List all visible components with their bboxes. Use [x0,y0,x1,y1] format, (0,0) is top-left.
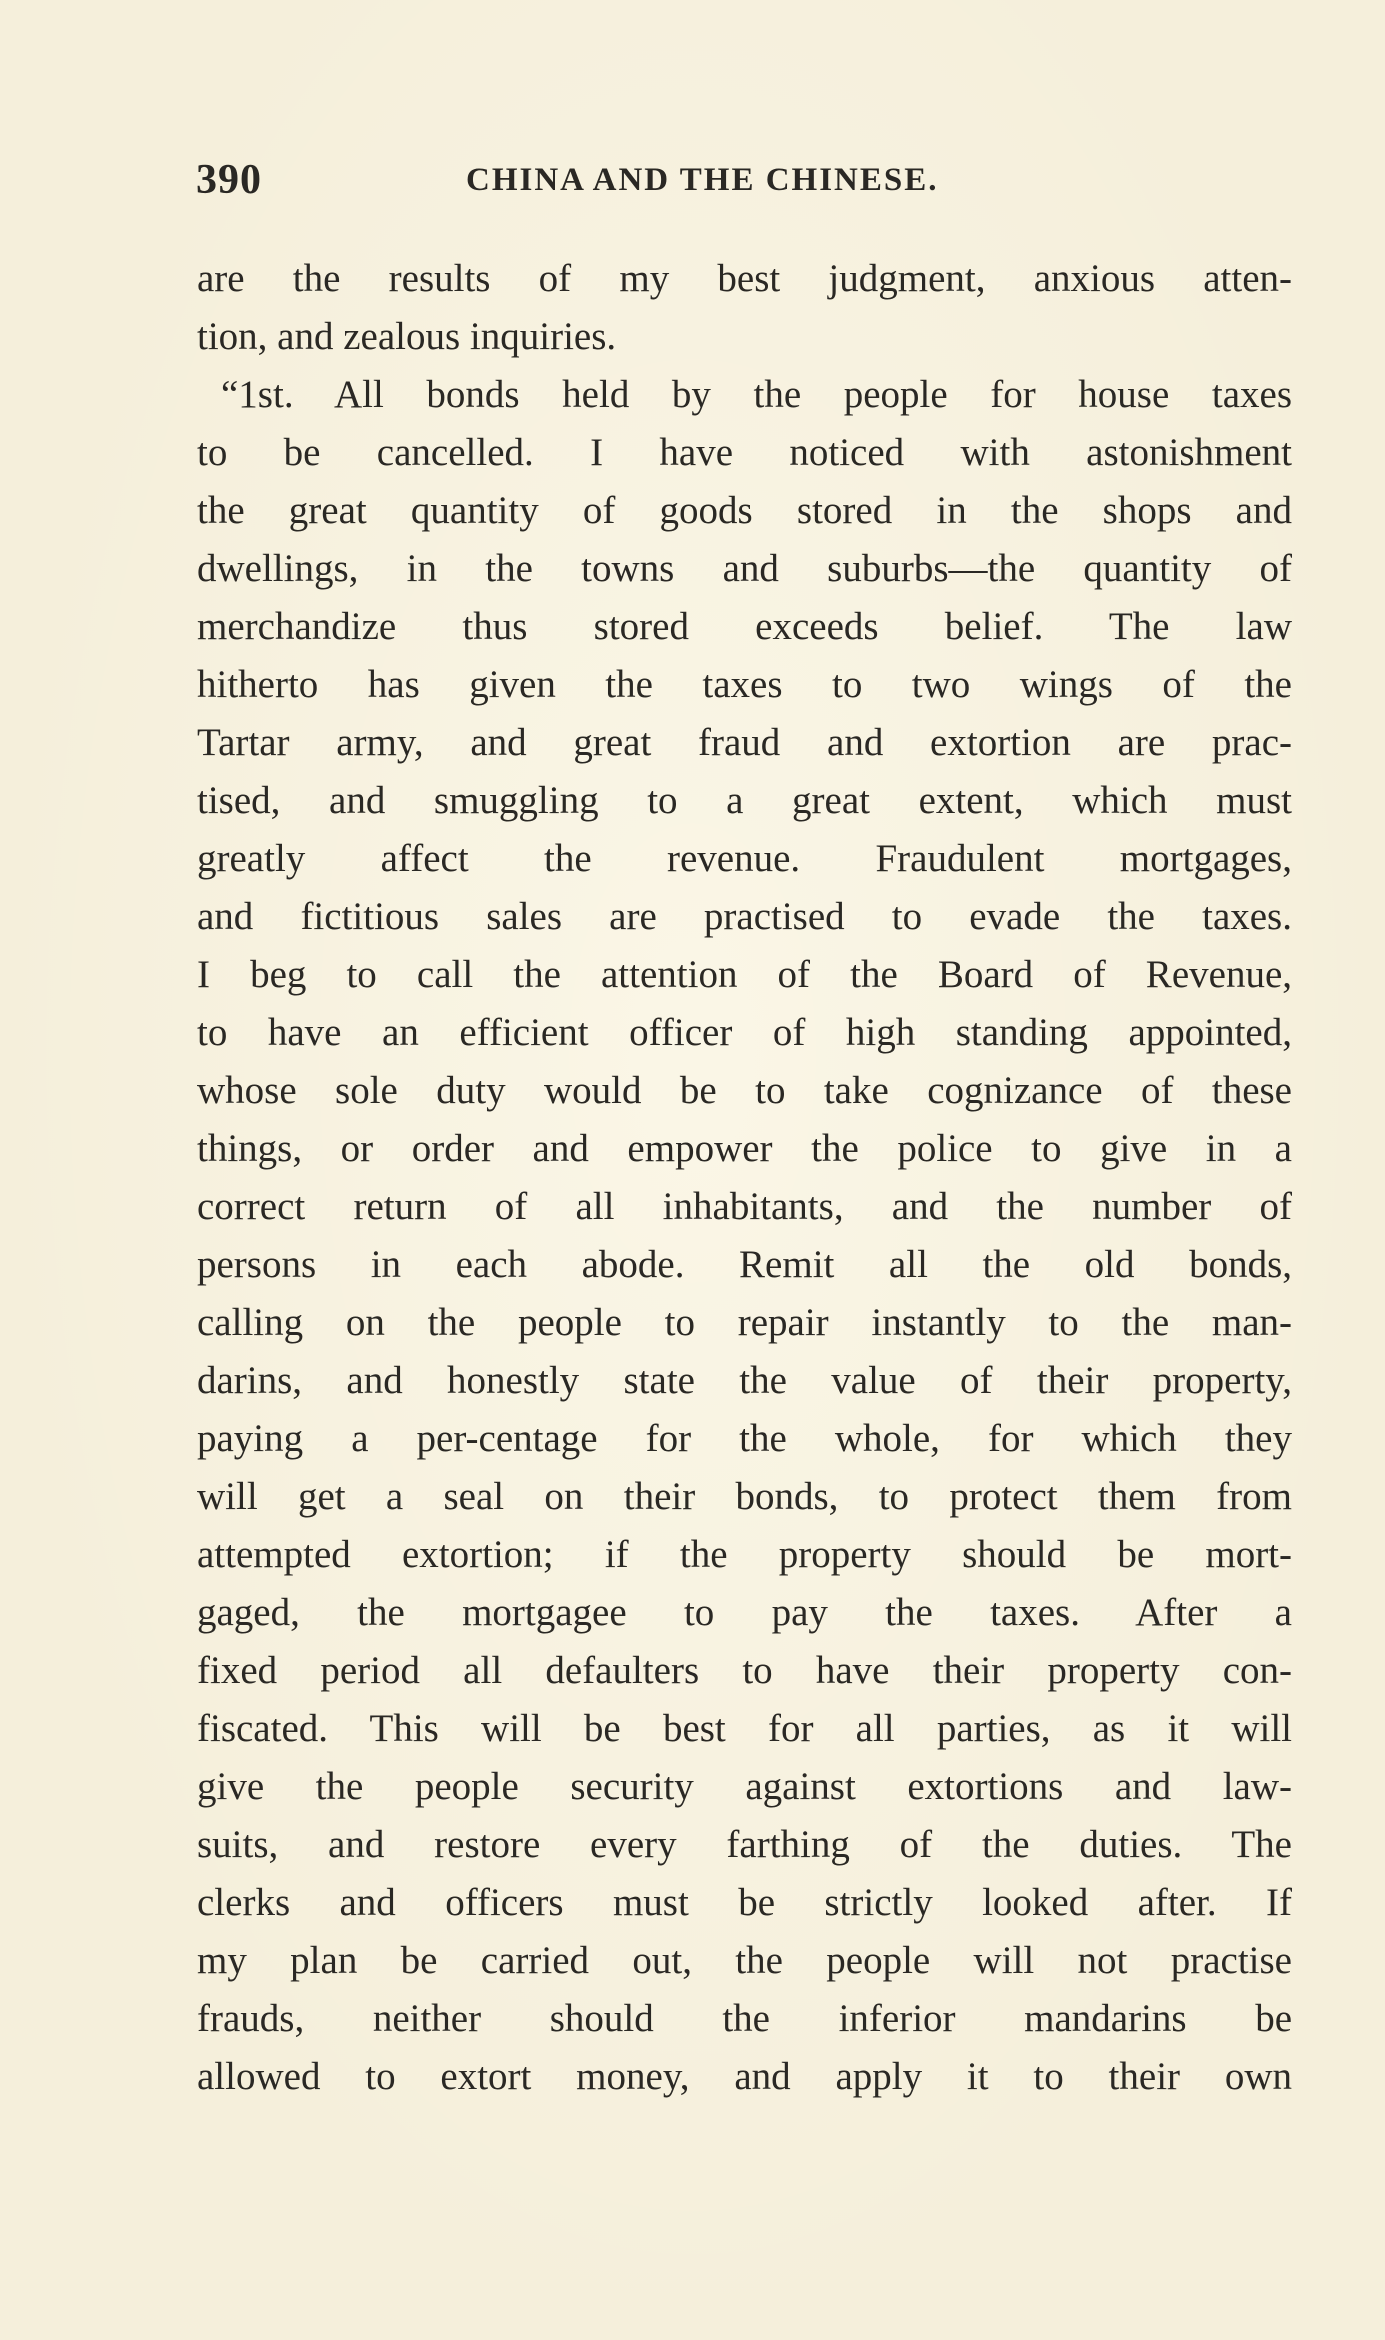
text-line: merchandize thus stored exceeds belief. The law [197,605,1292,648]
text-line: to have an efficient officer of high standing appointed, [197,1011,1292,1054]
text-line: whose sole duty would be to take cognizance of these [197,1069,1292,1112]
text-line: dwellings, in the towns and suburbs—the quantity of [197,547,1292,590]
text-line: persons in each abode. Remit all the old bonds, [197,1243,1292,1286]
text-line: suits, and restore every farthing of the duties. The [197,1823,1292,1866]
running-title: CHINA AND THE CHINESE. [466,162,939,198]
text-line: fiscated. This will be best for all parties, as it will [197,1707,1292,1750]
text-line: attempted extortion; if the property should be mort- [197,1533,1292,1576]
text-line: tised, and smuggling to a great extent, which must [197,779,1292,822]
text-line: hitherto has given the taxes to two wings of the [197,663,1292,706]
text-line: greatly affect the revenue. Fraudulent mortgages, [197,837,1292,880]
text-line: frauds, neither should the inferior mandarins be [197,1997,1292,2040]
text-line: allowed to extort money, and apply it to their own [197,2055,1292,2098]
text-line: are the results of my best judgment, anxious atten- [197,257,1292,300]
text-line: things, or order and empower the police to give in a [197,1127,1292,1170]
text-line: to be cancelled. I have noticed with astonishment [197,431,1292,474]
text-line: correct return of all inhabitants, and the number of [197,1185,1292,1228]
text-line: clerks and officers must be strictly looked after. If [197,1881,1292,1924]
text-line: Tartar army, and great fraud and extortion are prac- [197,721,1292,764]
text-line: fixed period all defaulters to have their property con- [197,1649,1292,1692]
text-line: paying a per-centage for the whole, for which they [197,1417,1292,1460]
text-line: the great quantity of goods stored in the shops and [197,489,1292,532]
text-line: darins, and honestly state the value of their property, [197,1359,1292,1402]
text-line: I beg to call the attention of the Board of Revenue, [197,953,1292,996]
text-line: “1st. All bonds held by the people for house taxes [221,373,1292,416]
text-line: gaged, the mortgagee to pay the taxes. After a [197,1591,1292,1634]
body-text [197,250,1292,2106]
running-head [196,156,1196,206]
text-line: my plan be carried out, the people will not practise [197,1939,1292,1982]
text-line: will get a seal on their bonds, to protect them from [197,1475,1292,1518]
page-number: 390 [196,157,262,203]
text-line: and fictitious sales are practised to evade the taxes. [197,895,1292,938]
text-line: give the people security against extortions and law- [197,1765,1292,1808]
text-line: calling on the people to repair instantly to the man- [197,1301,1292,1344]
text-line: tion, and zealous inquiries. [197,315,617,358]
